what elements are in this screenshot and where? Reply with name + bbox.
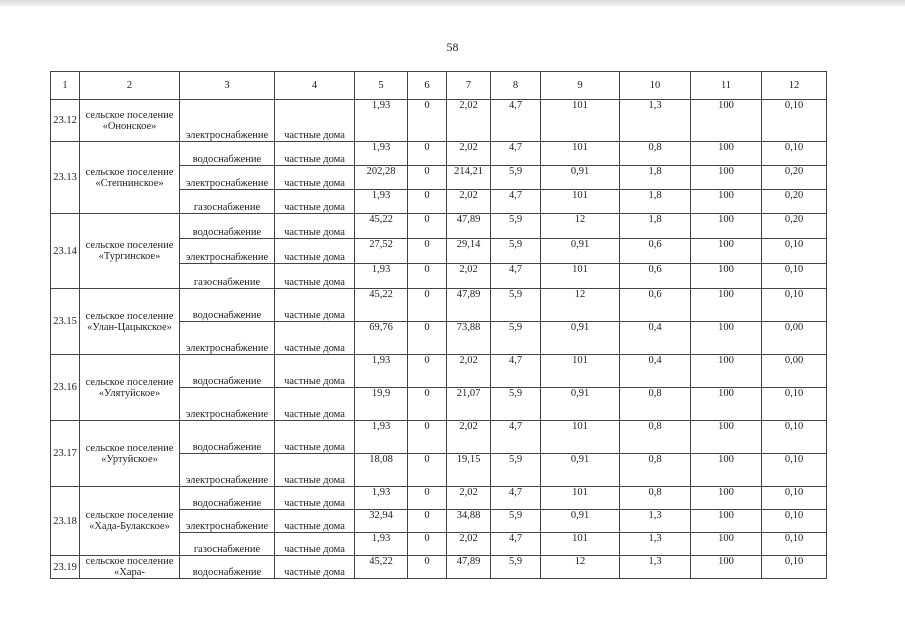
- value-cell-c11: 100: [691, 533, 762, 556]
- value-cell-c9: 101: [541, 264, 620, 289]
- value-cell-c11: 100: [691, 264, 762, 289]
- value-cell-c5: 18,08: [355, 454, 408, 487]
- column-header: 2: [80, 72, 180, 100]
- object-type: частные дома: [275, 142, 355, 166]
- column-header: 11: [691, 72, 762, 100]
- value-cell-c5: 69,76: [355, 322, 408, 355]
- value-cell-c10: 0,8: [620, 487, 691, 510]
- service-type: водоснабжение: [180, 556, 275, 579]
- service-type: газоснабжение: [180, 190, 275, 214]
- service-type: электроснабжение: [180, 166, 275, 190]
- object-type: частные дома: [275, 322, 355, 355]
- value-cell-c6: 0: [408, 533, 447, 556]
- value-cell-c12: 0,10: [762, 100, 827, 142]
- value-cell-c7: 19,15: [447, 454, 491, 487]
- value-cell-c11: 100: [691, 239, 762, 264]
- row-number: 23.17: [51, 421, 80, 487]
- value-cell-c8: 4,7: [491, 533, 541, 556]
- value-cell-c10: 0,6: [620, 264, 691, 289]
- value-cell-c11: 100: [691, 355, 762, 388]
- value-cell-c9: 12: [541, 556, 620, 579]
- value-cell-c12: 0,10: [762, 533, 827, 556]
- tariff-table: [50, 71, 827, 579]
- value-cell-c8: 5,9: [491, 510, 541, 533]
- value-cell-c6: 0: [408, 454, 447, 487]
- value-cell-c5: 1,93: [355, 190, 408, 214]
- value-cell-c11: 100: [691, 388, 762, 421]
- table-row: [51, 100, 827, 142]
- value-cell-c12: 0,20: [762, 214, 827, 239]
- object-type: частные дома: [275, 533, 355, 556]
- value-cell-c8: 4,7: [491, 421, 541, 454]
- service-type: водоснабжение: [180, 142, 275, 166]
- value-cell-c6: 0: [408, 510, 447, 533]
- value-cell-c10: 0,8: [620, 454, 691, 487]
- value-cell-c8: 5,9: [491, 239, 541, 264]
- column-header: 7: [447, 72, 491, 100]
- value-cell-c7: 2,02: [447, 355, 491, 388]
- value-cell-c10: 1,8: [620, 190, 691, 214]
- settlement-name: сельское поселение «Степнинское»: [80, 142, 180, 214]
- value-cell-c6: 0: [408, 421, 447, 454]
- column-header: 9: [541, 72, 620, 100]
- value-cell-c12: 0,10: [762, 487, 827, 510]
- value-cell-c7: 47,89: [447, 289, 491, 322]
- settlement-name: сельское поселение «Ононское»: [80, 100, 180, 142]
- scan-top-edge: [0, 0, 905, 6]
- value-cell-c7: 21,07: [447, 388, 491, 421]
- value-cell-c8: 5,9: [491, 322, 541, 355]
- value-cell-c10: 1,3: [620, 510, 691, 533]
- object-type: частные дома: [275, 355, 355, 388]
- object-type: частные дома: [275, 454, 355, 487]
- value-cell-c7: 2,02: [447, 264, 491, 289]
- value-cell-c10: 1,3: [620, 533, 691, 556]
- table-row: [51, 214, 827, 239]
- column-header: 12: [762, 72, 827, 100]
- service-type: водоснабжение: [180, 214, 275, 239]
- value-cell-c6: 0: [408, 556, 447, 579]
- value-cell-c9: 101: [541, 421, 620, 454]
- value-cell-c9: 0,91: [541, 239, 620, 264]
- value-cell-c8: 4,7: [491, 487, 541, 510]
- value-cell-c8: 5,9: [491, 388, 541, 421]
- value-cell-c8: 4,7: [491, 190, 541, 214]
- service-type: электроснабжение: [180, 239, 275, 264]
- value-cell-c6: 0: [408, 100, 447, 142]
- table-row: [51, 421, 827, 454]
- table-row: [51, 556, 827, 579]
- value-cell-c12: 0,10: [762, 388, 827, 421]
- value-cell-c10: 0,6: [620, 239, 691, 264]
- row-number: 23.15: [51, 289, 80, 355]
- value-cell-c7: 214,21: [447, 166, 491, 190]
- value-cell-c12: 0,10: [762, 510, 827, 533]
- value-cell-c8: 4,7: [491, 355, 541, 388]
- value-cell-c5: 1,93: [355, 533, 408, 556]
- value-cell-c7: 47,89: [447, 214, 491, 239]
- value-cell-c8: 5,9: [491, 214, 541, 239]
- value-cell-c9: 12: [541, 289, 620, 322]
- value-cell-c6: 0: [408, 487, 447, 510]
- value-cell-c11: 100: [691, 166, 762, 190]
- value-cell-c11: 100: [691, 487, 762, 510]
- value-cell-c10: 0,4: [620, 355, 691, 388]
- value-cell-c12: 0,10: [762, 264, 827, 289]
- value-cell-c8: 4,7: [491, 264, 541, 289]
- value-cell-c11: 100: [691, 322, 762, 355]
- value-cell-c10: 1,8: [620, 166, 691, 190]
- value-cell-c11: 100: [691, 214, 762, 239]
- settlement-name: сельское поселение «Улятуйское»: [80, 355, 180, 421]
- value-cell-c5: 27,52: [355, 239, 408, 264]
- service-type: электроснабжение: [180, 388, 275, 421]
- value-cell-c7: 2,02: [447, 190, 491, 214]
- value-cell-c12: 0,20: [762, 190, 827, 214]
- value-cell-c12: 0,10: [762, 556, 827, 579]
- value-cell-c6: 0: [408, 264, 447, 289]
- value-cell-c8: 5,9: [491, 454, 541, 487]
- value-cell-c5: 45,22: [355, 214, 408, 239]
- value-cell-c5: 45,22: [355, 289, 408, 322]
- value-cell-c8: 5,9: [491, 556, 541, 579]
- value-cell-c10: 0,4: [620, 322, 691, 355]
- object-type: частные дома: [275, 264, 355, 289]
- value-cell-c11: 100: [691, 289, 762, 322]
- value-cell-c5: 19,9: [355, 388, 408, 421]
- value-cell-c11: 100: [691, 510, 762, 533]
- service-type: водоснабжение: [180, 421, 275, 454]
- table-body: [51, 72, 827, 579]
- value-cell-c7: 2,02: [447, 100, 491, 142]
- value-cell-c10: 1,8: [620, 214, 691, 239]
- column-header: 4: [275, 72, 355, 100]
- value-cell-c9: 101: [541, 190, 620, 214]
- value-cell-c9: 101: [541, 100, 620, 142]
- value-cell-c12: 0,00: [762, 322, 827, 355]
- value-cell-c8: 5,9: [491, 289, 541, 322]
- row-number: 23.18: [51, 487, 80, 556]
- value-cell-c6: 0: [408, 142, 447, 166]
- value-cell-c12: 0,10: [762, 421, 827, 454]
- value-cell-c6: 0: [408, 166, 447, 190]
- object-type: частные дома: [275, 166, 355, 190]
- value-cell-c5: 45,22: [355, 556, 408, 579]
- column-header: 3: [180, 72, 275, 100]
- service-type: водоснабжение: [180, 355, 275, 388]
- value-cell-c12: 0,20: [762, 166, 827, 190]
- value-cell-c9: 0,91: [541, 454, 620, 487]
- table-row: [51, 289, 827, 322]
- service-type: газоснабжение: [180, 264, 275, 289]
- row-number: 23.16: [51, 355, 80, 421]
- object-type: частные дома: [275, 214, 355, 239]
- service-type: электроснабжение: [180, 510, 275, 533]
- table-row: [51, 142, 827, 166]
- service-type: газоснабжение: [180, 533, 275, 556]
- value-cell-c9: 0,91: [541, 388, 620, 421]
- value-cell-c8: 5,9: [491, 166, 541, 190]
- value-cell-c6: 0: [408, 388, 447, 421]
- service-type: водоснабжение: [180, 289, 275, 322]
- value-cell-c12: 0,10: [762, 142, 827, 166]
- value-cell-c6: 0: [408, 239, 447, 264]
- value-cell-c7: 2,02: [447, 533, 491, 556]
- object-type: частные дома: [275, 100, 355, 142]
- value-cell-c5: 32,94: [355, 510, 408, 533]
- value-cell-c8: 4,7: [491, 100, 541, 142]
- row-number: 23.12: [51, 100, 80, 142]
- row-number: 23.19: [51, 556, 80, 579]
- value-cell-c7: 2,02: [447, 142, 491, 166]
- value-cell-c9: 101: [541, 533, 620, 556]
- value-cell-c5: 1,93: [355, 421, 408, 454]
- service-type: электроснабжение: [180, 100, 275, 142]
- value-cell-c5: 1,93: [355, 487, 408, 510]
- value-cell-c9: 0,91: [541, 510, 620, 533]
- object-type: частные дома: [275, 510, 355, 533]
- value-cell-c12: 0,10: [762, 454, 827, 487]
- value-cell-c7: 73,88: [447, 322, 491, 355]
- value-cell-c11: 100: [691, 421, 762, 454]
- value-cell-c6: 0: [408, 289, 447, 322]
- column-header: 5: [355, 72, 408, 100]
- column-header: 6: [408, 72, 447, 100]
- page-number: 58: [446, 40, 459, 54]
- column-header: 10: [620, 72, 691, 100]
- object-type: частные дома: [275, 239, 355, 264]
- object-type: частные дома: [275, 190, 355, 214]
- value-cell-c5: 1,93: [355, 100, 408, 142]
- settlement-name: сельское поселение «Хада-Булакское»: [80, 487, 180, 556]
- value-cell-c8: 4,7: [491, 142, 541, 166]
- value-cell-c7: 34,88: [447, 510, 491, 533]
- value-cell-c11: 100: [691, 100, 762, 142]
- value-cell-c10: 0,8: [620, 388, 691, 421]
- service-type: электроснабжение: [180, 322, 275, 355]
- value-cell-c10: 0,6: [620, 289, 691, 322]
- value-cell-c7: 2,02: [447, 487, 491, 510]
- object-type: частные дома: [275, 289, 355, 322]
- object-type: частные дома: [275, 487, 355, 510]
- value-cell-c7: 47,89: [447, 556, 491, 579]
- column-header: 1: [51, 72, 80, 100]
- table-header-row: [51, 72, 827, 100]
- value-cell-c11: 100: [691, 142, 762, 166]
- value-cell-c7: 29,14: [447, 239, 491, 264]
- object-type: частные дома: [275, 388, 355, 421]
- value-cell-c11: 100: [691, 454, 762, 487]
- settlement-name: сельское поселение «Улан-Цацыкское»: [80, 289, 180, 355]
- value-cell-c5: 1,93: [355, 355, 408, 388]
- value-cell-c6: 0: [408, 355, 447, 388]
- row-number: 23.14: [51, 214, 80, 289]
- value-cell-c11: 100: [691, 190, 762, 214]
- settlement-name: сельское поселение «Тургинское»: [80, 214, 180, 289]
- value-cell-c11: 100: [691, 556, 762, 579]
- object-type: частные дома: [275, 556, 355, 579]
- value-cell-c9: 101: [541, 487, 620, 510]
- table-row: [51, 355, 827, 388]
- value-cell-c6: 0: [408, 322, 447, 355]
- service-type: электроснабжение: [180, 454, 275, 487]
- value-cell-c12: 0,00: [762, 355, 827, 388]
- value-cell-c10: 1,3: [620, 556, 691, 579]
- value-cell-c12: 0,10: [762, 289, 827, 322]
- object-type: частные дома: [275, 421, 355, 454]
- value-cell-c5: 1,93: [355, 142, 408, 166]
- value-cell-c5: 202,28: [355, 166, 408, 190]
- service-type: водоснабжение: [180, 487, 275, 510]
- value-cell-c9: 101: [541, 355, 620, 388]
- value-cell-c10: 0,8: [620, 421, 691, 454]
- value-cell-c9: 0,91: [541, 322, 620, 355]
- settlement-name: сельское поселение «Хара-: [80, 556, 180, 579]
- value-cell-c10: 1,3: [620, 100, 691, 142]
- value-cell-c9: 101: [541, 142, 620, 166]
- settlement-name: сельское поселение «Уртуйское»: [80, 421, 180, 487]
- table-row: [51, 487, 827, 510]
- column-header: 8: [491, 72, 541, 100]
- value-cell-c7: 2,02: [447, 421, 491, 454]
- value-cell-c5: 1,93: [355, 264, 408, 289]
- row-number: 23.13: [51, 142, 80, 214]
- value-cell-c9: 0,91: [541, 166, 620, 190]
- value-cell-c9: 12: [541, 214, 620, 239]
- value-cell-c6: 0: [408, 214, 447, 239]
- value-cell-c10: 0,8: [620, 142, 691, 166]
- value-cell-c6: 0: [408, 190, 447, 214]
- value-cell-c12: 0,10: [762, 239, 827, 264]
